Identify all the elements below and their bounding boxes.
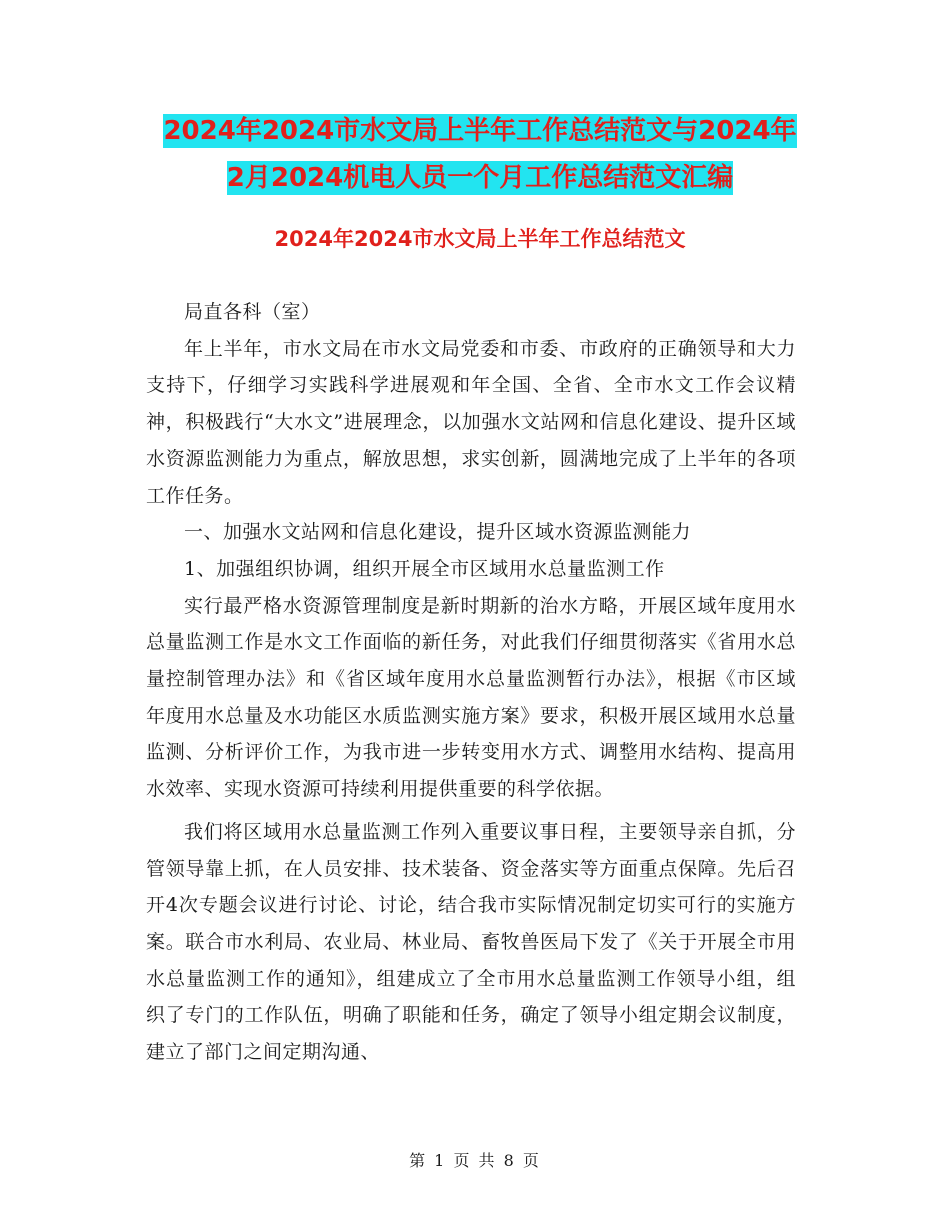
section-title: 2024年2024市水文局上半年工作总结范文	[274, 227, 686, 251]
paragraph-heading-1: 一、加强水文站网和信息化建设，提升区域水资源监测能力	[184, 521, 692, 544]
document-body	[146, 294, 796, 1071]
paragraph-body-1: 实行最严格水资源管理制度是新时期新的治水方略，开展区域年度用水总量监测工作是水文工作面临的新任务，对此我们仔细贯彻落实《省用水总量控制管理办法》和《省区域年度用水总量监测暂行办法》，根据《市区域年度用水总量及水功能区水质监测实施方案》要求，积极开展区域用水总量监测、分析评价工作，为我市进一步转变用水方式、调整用水结构、提高用水效率、实现水资源可持续利用提供重要的科学依据。	[146, 594, 796, 801]
document-title	[150, 108, 810, 202]
document-title-line-1: 2024年2024市水文局上半年工作总结范文与2024年	[163, 116, 797, 146]
paragraph-subheading-1: 1、加强组织协调，组织开展全市区域用水总量监测工作	[184, 557, 665, 580]
document-title-line-2: 2月2024机电人员一个月工作总结范文汇编	[226, 163, 734, 193]
page-number-footer: 第 1 页 共 8 页	[409, 1151, 541, 1170]
paragraph-salutation: 局直各科（室）	[184, 301, 321, 323]
paragraph-intro: 年上半年，市水文局在市水文局党委和市委、市政府的正确领导和大力支持下，仔细学习实践科学进展观和年全国、全省、全市水文工作会议精神，积极践行“大水文”进展理念，以加强水文站网和信息化建设、提升区域水资源监测能力为重点，解放思想，求实创新，圆满地完成了上半年的各项工作任务。	[146, 337, 796, 507]
paragraph-body-2: 我们将区域用水总量监测工作列入重要议事日程，主要领导亲自抓，分管领导靠上抓，在人员安排、技术装备、资金落实等方面重点保障。先后召开4次专题会议进行讨论、讨论，结合我市实际情况制定切实可行的实施方案。联合市水利局、农业局、林业局、畜牧兽医局下发了《关于开展全市用水总量监测工作的通知》，组建成立了全市用水总量监测工作领导小组，组织了专门的工作队伍，明确了职能和任务，确定了领导小组定期会议制度，建立了部门之间定期沟通、	[146, 820, 796, 1064]
